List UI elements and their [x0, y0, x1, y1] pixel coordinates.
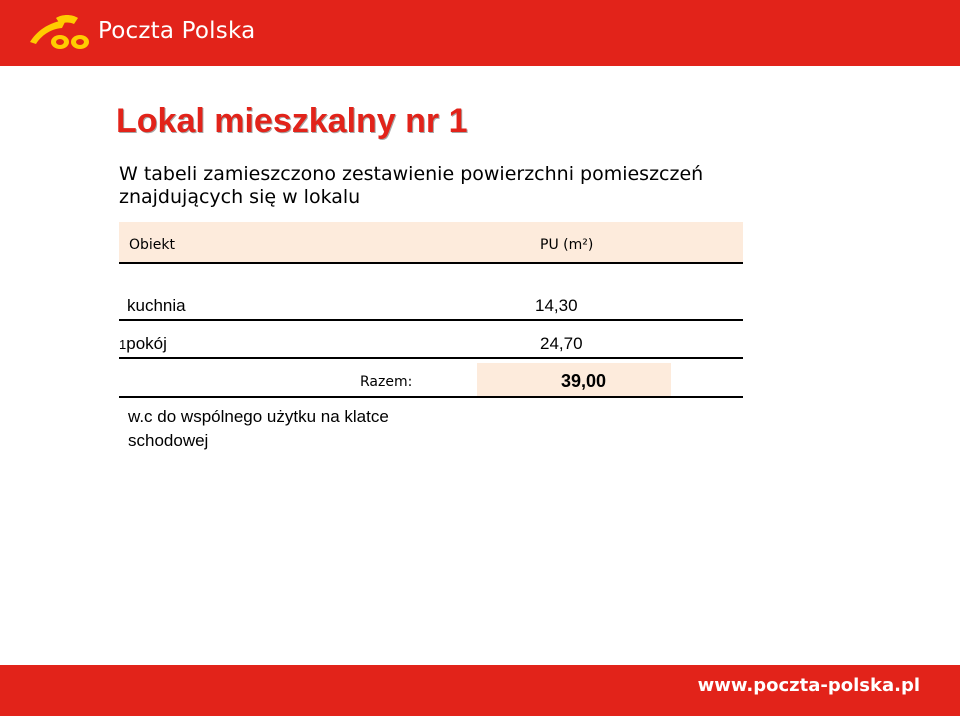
website-url: www.poczta-polska.pl [697, 675, 920, 696]
total-row [119, 363, 743, 398]
brand-name: Poczta Polska [98, 18, 256, 44]
column-header-obiekt: Obiekt [129, 237, 176, 253]
room-label: pokój [126, 334, 167, 353]
table-row [119, 327, 743, 359]
room-name [127, 296, 186, 316]
slide-title: Lokal mieszkalny nr 1 [116, 102, 468, 140]
intro-line-2: znajdujących się w lokalu [119, 186, 361, 208]
table-row [119, 289, 743, 321]
note-text [128, 405, 448, 453]
poczta-polska-logo-icon [26, 12, 96, 54]
total-value: 39,00 [561, 371, 607, 391]
room-number: 1 [119, 337, 127, 352]
room-area: 14,30 [535, 296, 578, 315]
intro-line-1: W tabeli zamieszczono zestawienie powierzchni pomieszczeń [119, 163, 704, 185]
note-line-1: w.c do wspólnego użytku na klatce [128, 407, 389, 426]
footer-bar [0, 665, 960, 716]
room-label: kuchnia [127, 296, 186, 315]
header-bar [0, 0, 960, 66]
total-label: Razem: [360, 374, 413, 390]
intro-text [119, 163, 799, 209]
total-cell [477, 363, 671, 396]
room-area: 24,70 [540, 334, 583, 353]
note-line-2: schodowej [128, 431, 209, 450]
column-header-pu: PU (m²) [540, 237, 594, 253]
table-header [119, 222, 743, 264]
room-name [119, 334, 167, 354]
